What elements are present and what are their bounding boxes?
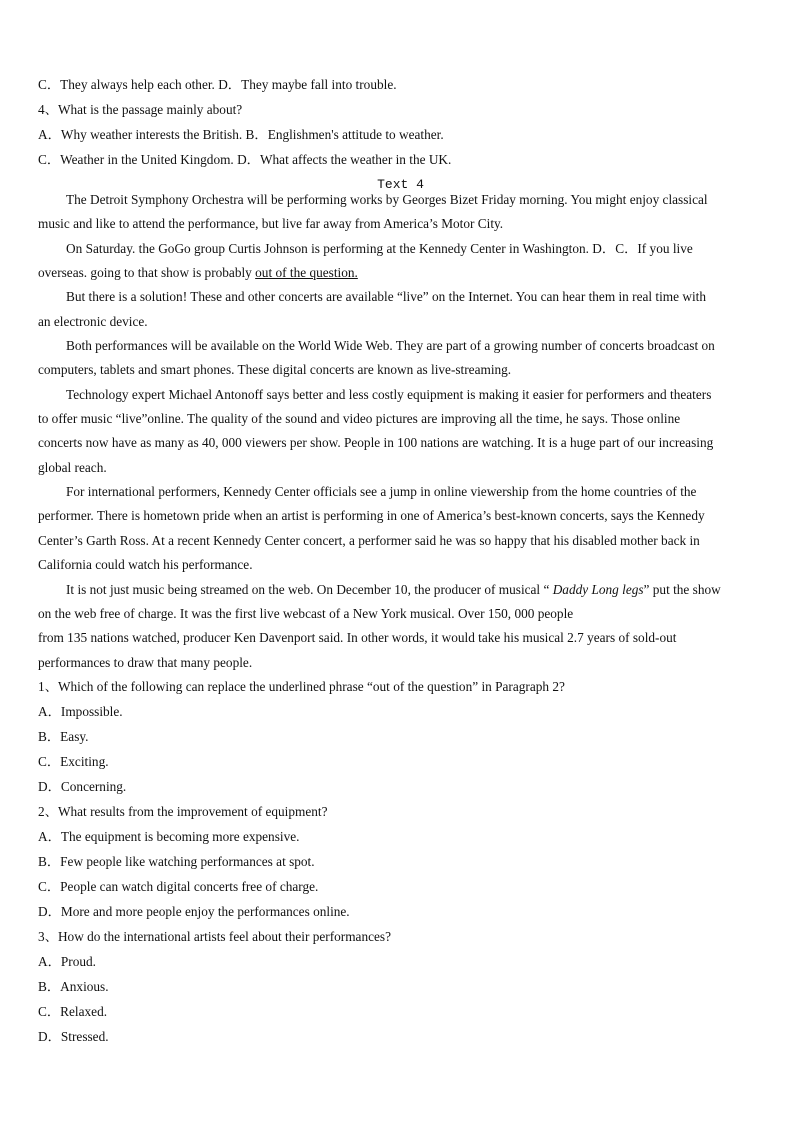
text-segment: The Detroit Symphony Orchestra will be performing works by Georges Bizet Friday morning. You might enjoy classical xyxy=(66,192,708,207)
paragraph-line xyxy=(38,507,763,531)
paragraph xyxy=(38,386,763,483)
text-segment: music and like to attend the performance, but live far away from America’s Motor City. xyxy=(38,216,504,232)
paragraph-line xyxy=(38,240,763,264)
text-segment: C．People can watch digital concerts free of charge. xyxy=(38,878,319,894)
text-segment: A．Why weather interests the British. B．Englishmen's attitude to weather. xyxy=(38,127,444,142)
question-line xyxy=(38,953,763,978)
paragraph xyxy=(38,288,763,337)
paragraph-line xyxy=(38,434,763,458)
text-segment: on the web free of charge. It was the first live webcast of a New York musical. Over 150, 000 people xyxy=(38,605,574,621)
text-segment: California could watch his performance. xyxy=(38,557,253,573)
text-segment: to offer music “live”online. The quality of the sound and video pictures are improving all the time, he says. Those online xyxy=(38,411,681,427)
question-line xyxy=(38,878,763,903)
text-segment: overseas. going to that show is probably xyxy=(38,265,256,281)
paragraph-line xyxy=(38,288,763,312)
paragraph xyxy=(38,483,763,580)
text-segment: On Saturday. the GoGo group Curtis Johnson is performing at the Kennedy Center in Washington. D．C．If you live xyxy=(66,240,693,256)
paragraph-line xyxy=(38,459,763,483)
paragraph-line xyxy=(38,361,763,385)
underlined-phrase: out of the question. xyxy=(255,265,358,281)
question-line xyxy=(38,151,763,176)
text-segment: Center’s Garth Ross. At a recent Kennedy Center concert, a performer said he was so happy that his disabled mother back in xyxy=(38,532,700,548)
text-segment: global reach. xyxy=(38,459,107,475)
paragraph-line xyxy=(38,264,763,288)
text-segment: an electronic device. xyxy=(38,313,148,329)
text-segment: D．More and more people enjoy the performances online. xyxy=(38,903,350,919)
question-line xyxy=(38,703,763,728)
text-segment: from 135 nations watched, producer Ken Davenport said. In other words, it would take his musical 2.7 years of sold-out xyxy=(38,630,677,646)
paragraph xyxy=(38,191,763,240)
paragraph-line xyxy=(38,556,763,580)
paragraph-line xyxy=(38,410,763,434)
paragraph-line xyxy=(38,605,763,629)
paragraph-line xyxy=(38,483,763,507)
paragraph xyxy=(38,337,763,386)
paragraph-line xyxy=(38,191,763,215)
text-segment: C．Exciting. xyxy=(38,753,109,769)
question-line xyxy=(38,728,763,753)
paragraph xyxy=(38,240,763,289)
question-line xyxy=(38,678,763,703)
text-segment: A．Proud. xyxy=(38,953,96,969)
question-line xyxy=(38,853,763,878)
question-line xyxy=(38,778,763,803)
paragraph-line xyxy=(38,532,763,556)
document-page xyxy=(38,76,763,1053)
text-segment: performer. There is hometown pride when an artist is performing in one of America’s best-known concerts, says the Kennedy xyxy=(38,508,705,524)
text-segment: B．Few people like watching performances at spot. xyxy=(38,853,315,869)
text-segment: performances to draw that many people. xyxy=(38,654,253,670)
text-title: Text 4 xyxy=(377,177,424,192)
text-segment: computers, tablets and smart phones. These digital concerts are known as live-streaming. xyxy=(38,362,512,378)
text-segment: A．The equipment is becoming more expensive. xyxy=(38,828,300,844)
text-segment: concerts now have as many as 40, 000 viewers per show. People in 100 nations are watching. It is a huge part of our increasing xyxy=(38,435,714,451)
text-segment: C．They always help each other. D．They maybe fall into trouble. xyxy=(38,77,397,92)
text-segment: C．Relaxed. xyxy=(38,1003,108,1019)
text-segment: D．Stressed. xyxy=(38,1028,109,1044)
paragraph-line xyxy=(38,337,763,361)
text-segment: But there is a solution! These and other concerts are available “live” on the Internet. You can hear them in real time with xyxy=(66,289,707,305)
text-segment: C．Weather in the United Kingdom. D．What affects the weather in the UK. xyxy=(38,152,452,167)
paragraph xyxy=(38,581,763,678)
text-segment: B．Easy. xyxy=(38,728,89,744)
text-segment: 1、Which of the following can replace the underlined phrase “out of the question” in Paragraph 2? xyxy=(38,678,565,694)
paragraph-line xyxy=(38,215,763,239)
question-line xyxy=(38,928,763,953)
questions xyxy=(38,678,763,1053)
question-line xyxy=(38,1028,763,1053)
question-line xyxy=(38,753,763,778)
text-segment: It is not just music being streamed on the web. On December 10, the producer of musical “ xyxy=(66,581,553,597)
text-segment: 2、What results from the improvement of equipment? xyxy=(38,803,328,819)
paragraph-line xyxy=(38,386,763,410)
paragraph-line xyxy=(38,581,763,605)
text-segment: Technology expert Michael Antonoff says better and less costly equipment is making it easier for performers and theaters xyxy=(66,386,712,402)
previous-questions xyxy=(38,76,763,176)
question-line xyxy=(38,76,763,101)
paragraph-line xyxy=(38,654,763,678)
text-segment: D．Concerning. xyxy=(38,778,127,794)
text-segment: For international performers, Kennedy Center officials see a jump in online viewership from the home countries of the xyxy=(66,484,697,500)
text-segment: Both performances will be available on the World Wide Web. They are part of a growing number of concerts broadcast on xyxy=(66,338,715,354)
question-line xyxy=(38,126,763,151)
italic-title: Daddy Long legs xyxy=(552,581,644,597)
text-segment: B．Anxious. xyxy=(38,978,109,994)
question-line xyxy=(38,978,763,1003)
passage xyxy=(38,191,763,678)
text-segment: 3、How do the international artists feel about their performances? xyxy=(38,928,391,944)
question-line xyxy=(38,828,763,853)
question-line xyxy=(38,101,763,126)
question-line xyxy=(38,1003,763,1028)
paragraph-line xyxy=(38,629,763,653)
paragraph-line xyxy=(38,313,763,337)
question-line xyxy=(38,803,763,828)
text-segment: A．Impossible. xyxy=(38,703,123,719)
text-segment: 4、What is the passage mainly about? xyxy=(38,102,243,117)
text-segment: ” put the show xyxy=(643,581,721,597)
question-line xyxy=(38,903,763,928)
